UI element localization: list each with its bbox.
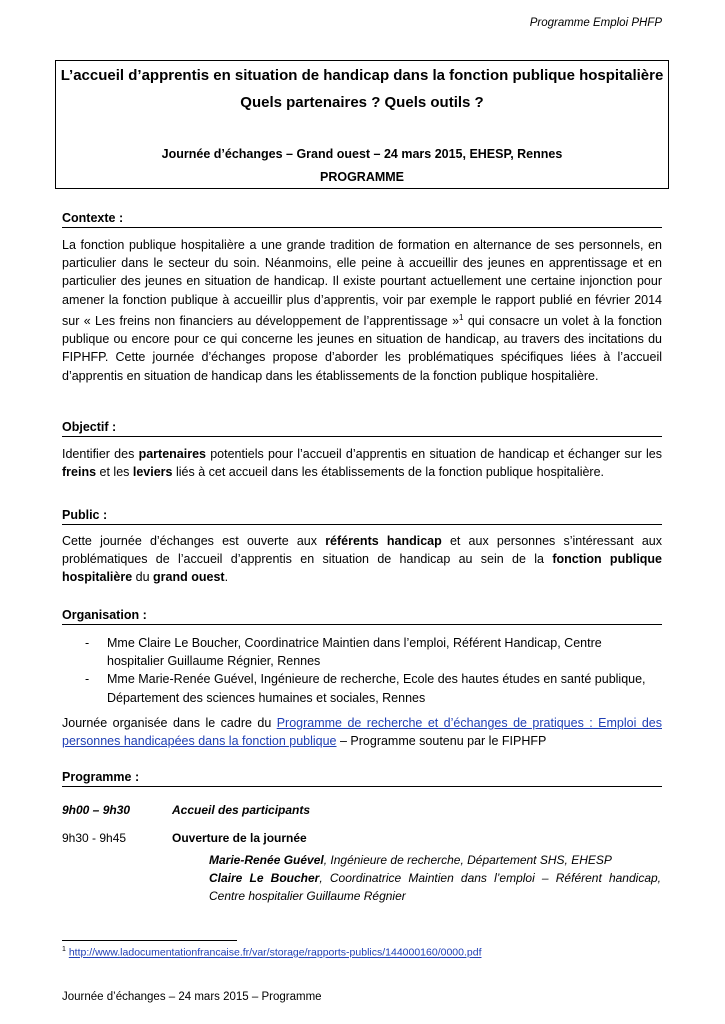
objectif-text: potentiels pour l’accueil d’apprentis en situation de handicap et échanger sur les	[205, 447, 662, 461]
organisation-list	[85, 634, 662, 707]
list-bullet: -	[85, 636, 90, 650]
list-item	[85, 634, 662, 670]
objectif-text: Identifier des	[62, 447, 139, 461]
organisation-note-text: Journée organisée dans le cadre du	[62, 716, 277, 730]
list-item-text: Mme Claire Le Boucher, Coordinatrice Maintien dans l’emploi, Référent Handicap, Centre hospitalier Guillaume Régnier, Rennes	[107, 636, 602, 669]
objectif-text: et les	[96, 465, 133, 480]
speaker-role: , Coordinatrice Maintien dans l’emploi – Référent handicap, Centre hospitalier Guillaume Régnier	[209, 871, 661, 903]
speaker-name: Marie-Renée Guével	[209, 853, 324, 867]
programme-label: PROGRAMME	[319, 170, 405, 184]
speaker	[209, 869, 661, 905]
list-item	[85, 670, 662, 706]
public-text: Cette journée d’échanges est ouverte aux	[62, 534, 326, 548]
contexte-text-part2: qui consacre un volet à la fonction publique ou encore pour ce qui concerne les jeunes en situation de handicap, au travers des incitations du FIPHFP. Cette journée d’échanges propose d’aborder les problématiques spécifiques liées à l’accueil d’apprentis en situation de handicap dans les établissements de la fonction publique hospitalière.	[62, 313, 662, 383]
speaker	[209, 851, 664, 869]
public-text: .	[224, 570, 229, 585]
footnote-separator	[62, 940, 237, 941]
speaker-name: Claire Le Boucher	[209, 871, 320, 885]
public-bold-grand-ouest: grand ouest	[153, 570, 225, 585]
objectif-heading: Objectif :	[62, 420, 662, 437]
public-text: et aux personnes s’intéressant aux problématiques de l’accueil d’apprentis en situation de handicap au sein de la	[62, 534, 662, 567]
list-bullet: -	[85, 672, 90, 687]
title-box	[55, 60, 669, 189]
organisation-note	[62, 714, 662, 750]
public-paragraph	[62, 532, 662, 587]
programme-heading: Programme :	[62, 770, 662, 787]
footnote-number: 1	[62, 946, 66, 953]
contexte-heading: Contexte :	[62, 211, 662, 228]
public-bold-fph: fonction publique hospitalière	[62, 552, 663, 585]
footnote-ref[interactable]: 1	[459, 312, 464, 322]
objectif-bold-freins: freins	[62, 465, 97, 480]
slot-title: Accueil des participants	[172, 803, 311, 817]
footnote-link[interactable]: http://www.ladocumentationfrancaise.fr/var/storage/rapports-publics/144000160/0000.pdf	[68, 946, 482, 959]
speaker-role: , Ingénieure de recherche, Département SHS, EHESP	[323, 853, 612, 867]
organisation-heading: Organisation :	[62, 608, 662, 625]
public-text: du	[132, 570, 154, 585]
slot-time: 9h00 – 9h30	[62, 803, 131, 817]
list-item-text: Mme Marie-Renée Guével, Ingénieure de recherche, Ecole des hautes études en santé publique, Département des sciences humaines et sociales, Rennes	[107, 672, 646, 705]
document-subtitle: Quels partenaires ? Quels outils ?	[240, 94, 484, 111]
footnote	[62, 946, 482, 959]
event-line: Journée d’échanges – Grand ouest – 24 mars 2015, EHESP, Rennes	[161, 147, 563, 161]
slot-time: 9h30 - 9h45	[62, 831, 127, 845]
public-bold-referents: référents handicap	[325, 534, 442, 548]
header-text: Programme Emploi PHFP	[529, 17, 662, 29]
document-title: L’accueil d’apprentis en situation de handicap dans la fonction publique hospitalière	[60, 67, 664, 84]
contexte-text-part1: La fonction publique hospitalière a une grande tradition de formation en alternance de ses personnels, en particulier dans le secteur du soin. Néanmoins, elle peine à accueillir des jeunes en apprentissage et en particulier des jeunes en situation de handicap. Il existe pourtant actuellement une certaine injonction pour amener la fonction publique à accueillir plus d’apprentis, voir par exemple le rapport publié en février 2014 sur « Les freins non financiers au développement de l’apprentissage »	[62, 238, 662, 328]
objectif-bold-partenaires: partenaires	[138, 447, 206, 461]
public-heading: Public :	[62, 508, 662, 525]
programme-link[interactable]: Programme de recherche et d’échanges de pratiques : Emploi des personnes handicapées dans la fonction publique	[62, 716, 662, 749]
objectif-paragraph	[62, 445, 662, 481]
organisation-note-text: – Programme soutenu par le FIPHFP	[336, 734, 547, 749]
contexte-paragraph	[62, 236, 662, 385]
objectif-text: liés à cet accueil dans les établissements de la fonction publique hospitalière.	[172, 465, 605, 480]
slot-title: Ouverture de la journée	[172, 831, 307, 845]
page-footer: Journée d’échanges – 24 mars 2015 – Programme	[62, 991, 322, 1003]
objectif-bold-leviers: leviers	[132, 465, 173, 480]
